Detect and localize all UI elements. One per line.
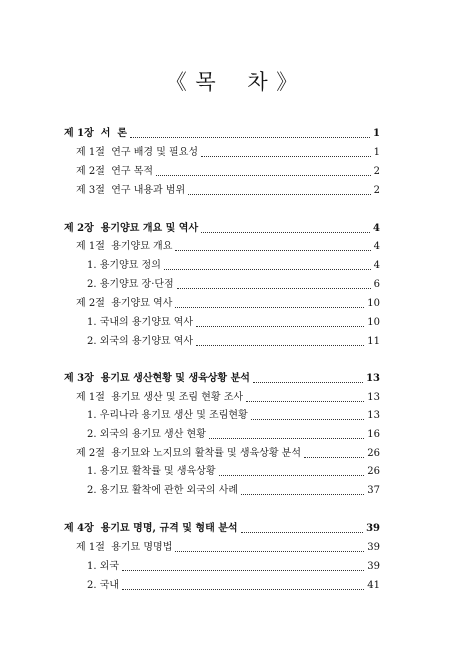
leader-dots: [175, 551, 364, 552]
toc-chapter-4[interactable]: [64, 519, 380, 535]
toc-entry-label: 제 2절 용기묘와 노지묘의 활착률 및 생육상황 분석: [76, 448, 301, 459]
leader-dots: [175, 250, 370, 251]
toc-section-1-3[interactable]: [76, 181, 380, 197]
toc-page-number: 13: [366, 373, 380, 384]
toc-section-2-2[interactable]: [76, 294, 380, 310]
toc-subsection-2-1-1[interactable]: [87, 256, 380, 272]
leader-dots: [188, 194, 370, 195]
leader-dots: [196, 326, 364, 327]
toc-section-3-2[interactable]: [76, 444, 380, 460]
leader-dots: [304, 457, 364, 458]
toc-entry-label: 2. 용기묘 활착에 관한 외국의 사례: [87, 485, 239, 496]
toc-page-number: 26: [367, 448, 380, 459]
toc-section-2-1[interactable]: [76, 237, 380, 253]
leader-dots: [156, 175, 371, 176]
toc-page-number: 39: [367, 561, 380, 572]
leader-dots: [246, 401, 364, 402]
leader-dots: [164, 269, 371, 270]
leader-dots: [122, 589, 364, 590]
toc-section-4-1[interactable]: [76, 538, 380, 554]
toc-page-number: 1: [373, 147, 380, 158]
toc-entry-label: 2. 용기양묘 장·단점: [87, 279, 174, 290]
toc-page-number: 4: [373, 241, 380, 252]
leader-dots: [175, 307, 364, 308]
toc-page-number: 2: [373, 166, 380, 177]
toc-page-number: 6: [373, 279, 380, 290]
toc-subsection-4-1-2[interactable]: [87, 576, 380, 592]
toc-subsection-3-1-2[interactable]: [87, 425, 380, 441]
toc-entry-label: 제 1절 용기양묘 개요: [76, 241, 173, 252]
toc-page-number: 4: [373, 223, 380, 234]
toc-subsection-2-2-1[interactable]: [87, 313, 380, 329]
toc-page-number: 4: [373, 260, 380, 271]
leader-dots: [253, 382, 363, 383]
toc-entry-label: 제 2장 용기양묘 개요 및 역사: [64, 223, 199, 234]
toc-page-number: 13: [367, 392, 380, 403]
toc-page-number: 39: [366, 523, 380, 534]
toc-page-number: 1: [373, 128, 380, 139]
toc-entry-label: 2. 외국의 용기양묘 역사: [87, 336, 194, 347]
leader-dots: [201, 232, 370, 233]
toc-subsection-2-1-2[interactable]: [87, 275, 380, 291]
leader-dots: [209, 438, 364, 439]
toc-chapter-3[interactable]: [64, 369, 380, 385]
toc-entry-label: 2. 외국의 용기묘 생산 현황: [87, 429, 206, 440]
toc-section-1-1[interactable]: [76, 143, 380, 159]
toc-chapter-2[interactable]: [64, 219, 380, 235]
toc-page-number: 10: [367, 298, 380, 309]
leader-dots: [219, 475, 365, 476]
toc-entry-label: 제 2절 용기양묘 역사: [76, 298, 173, 309]
leader-dots: [241, 494, 364, 495]
toc-subsection-4-1-1[interactable]: [87, 557, 380, 573]
toc-page-number: 11: [367, 336, 380, 347]
toc-section-3-1[interactable]: [76, 388, 380, 404]
toc-subsection-3-2-1[interactable]: [87, 462, 380, 478]
toc-entry-label: 제 3절 연구 내용과 범위: [76, 185, 186, 196]
leader-dots: [122, 570, 364, 571]
leader-dots: [177, 288, 371, 289]
toc-subsection-3-2-2[interactable]: [87, 481, 380, 497]
toc-page-number: 39: [367, 542, 380, 553]
toc-entry-label: 1. 용기양묘 정의: [87, 260, 161, 271]
toc-page-number: 26: [367, 466, 380, 477]
toc-page-number: 2: [373, 185, 380, 196]
leader-dots: [196, 345, 364, 346]
toc-page-number: 13: [367, 410, 380, 421]
toc-subsection-2-2-2[interactable]: [87, 332, 380, 348]
toc-page-number: 37: [367, 485, 380, 496]
leader-dots: [130, 137, 370, 138]
toc-subsection-3-1-1[interactable]: [87, 406, 380, 422]
toc-entry-label: 제 4장 용기묘 명명, 규격 및 형태 분석: [64, 523, 238, 534]
page-title: 《 목 차 》: [165, 70, 299, 94]
toc-page-number: 41: [367, 580, 380, 591]
toc-entry-label: 제 1절 용기묘 생산 및 조림 현황 조사: [76, 392, 244, 403]
toc-entry-label: 1. 우리나라 용기묘 생산 및 조림현황: [87, 410, 248, 421]
toc-entry-label: 1. 외국: [87, 561, 120, 572]
toc-entry-label: 제 1절 연구 배경 및 필요성: [76, 147, 199, 158]
leader-dots: [251, 419, 365, 420]
leader-dots: [241, 532, 364, 533]
toc-page-number: 16: [367, 429, 380, 440]
toc-entry-label: 제 3장 용기묘 생산현황 및 생육상황 분석: [64, 373, 250, 384]
toc-page-number: 10: [367, 317, 380, 328]
toc-entry-label: 1. 국내의 용기양묘 역사: [87, 317, 194, 328]
toc-section-1-2[interactable]: [76, 162, 380, 178]
toc-chapter-1[interactable]: [64, 124, 380, 140]
toc-entry-label: 1. 용기묘 활착률 및 생육상황: [87, 466, 216, 477]
toc-entry-label: 제 2절 연구 목적: [76, 166, 154, 177]
toc-entry-label: 제 1장 서 론: [64, 128, 128, 139]
leader-dots: [201, 156, 371, 157]
toc-entry-label: 제 1절 용기묘 명명법: [76, 542, 173, 553]
toc-entry-label: 2. 국내: [87, 580, 120, 591]
